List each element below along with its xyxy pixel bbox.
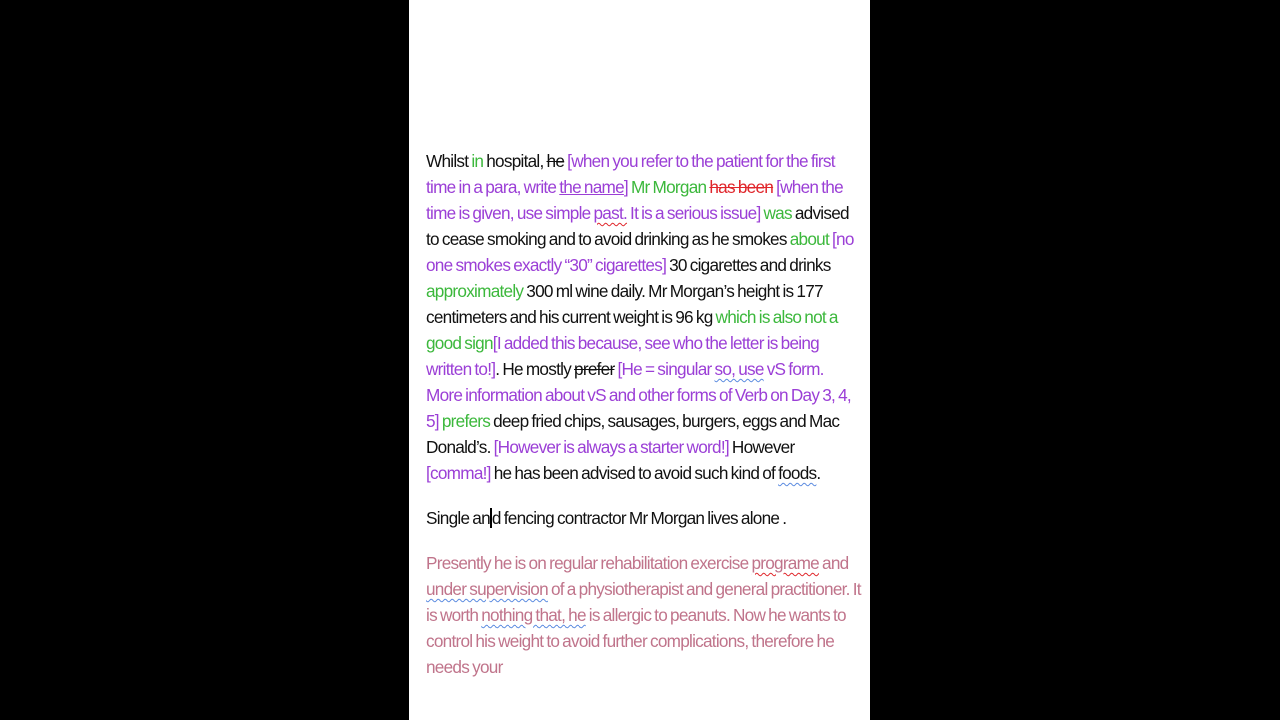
text-run: However [728, 437, 795, 457]
text-run: Single an [426, 508, 490, 528]
text-run: and [819, 553, 849, 573]
text-run: Whilst [426, 151, 472, 171]
text-run: . [816, 463, 821, 483]
teacher-comment-grammar-flag: so, use [714, 359, 764, 379]
correction-insert: which is also not a good sign [426, 307, 838, 353]
teacher-comment: [no one smokes exactly “30” cigarettes] [426, 229, 854, 275]
text-run: deep fried chips, sausages, burgers, eggs and Mac Donald’s. [426, 411, 840, 457]
grammar-flag: nothing that, he [481, 605, 586, 625]
text-run: hospital, [483, 151, 547, 171]
correction-insert: prefers [438, 411, 491, 431]
teacher-comment: [He = singular [614, 359, 715, 379]
deleted-text: he [546, 151, 565, 171]
text-run: he has been advised to avoid such kind of [490, 463, 779, 483]
correction-insert: approximately [426, 281, 524, 301]
text-run: 30 cigarettes and drinks [666, 255, 831, 275]
text-run: Presently he is on regular rehabilitation exercise [426, 553, 752, 573]
text-run: is allergic to peanuts. Now he wants to control his weight to avoid further complications, therefore he needs your [426, 605, 846, 677]
spell-flag: programe [751, 553, 819, 573]
teacher-comment: [when you refer to the patient for the first time in a para, write [426, 151, 835, 197]
paragraph-2 [426, 505, 862, 531]
deleted-text-red: has been [709, 177, 774, 197]
correction-insert: in [471, 151, 484, 171]
teacher-comment: vS form. More information about vS and other forms of Verb on Day 3, 4, 5] [426, 359, 851, 431]
paragraph-3 [426, 550, 862, 680]
text-run: d fencing contractor Mr Morgan lives alone . [491, 508, 787, 528]
correction-insert: Mr Morgan [627, 177, 710, 197]
teacher-comment-underlined: the name [559, 177, 624, 197]
teacher-comment-spell-flag: past. [593, 203, 628, 223]
grammar-flag: under supervision [426, 579, 548, 599]
teacher-comment: [when the time is given, use simple [426, 177, 843, 223]
text-run: . He mostly [495, 359, 575, 379]
teacher-comment: [comma!] [426, 463, 491, 483]
deleted-text: prefer [574, 359, 615, 379]
text-run: of a physiotherapist and general practitioner. It is worth [426, 579, 861, 625]
text-run: advised to cease smoking and to avoid drinking as he smokes [426, 203, 849, 249]
teacher-comment: [However is always a starter word!] [493, 437, 729, 457]
paragraph-1 [426, 148, 862, 486]
teacher-comment: [I added this because, see who the letter is being written to!] [426, 333, 819, 379]
document-page [409, 0, 870, 720]
correction-insert: about [789, 229, 829, 249]
document-body[interactable] [426, 148, 862, 680]
correction-insert: was [760, 203, 792, 223]
text-run: 300 ml wine daily. Mr Morgan’s height is 177 centimeters and his current weight is 96 kg [426, 281, 823, 327]
teacher-comment: It is a serious issue] [627, 203, 761, 223]
grammar-flag: foods [778, 463, 817, 483]
teacher-comment: ] [623, 177, 628, 197]
